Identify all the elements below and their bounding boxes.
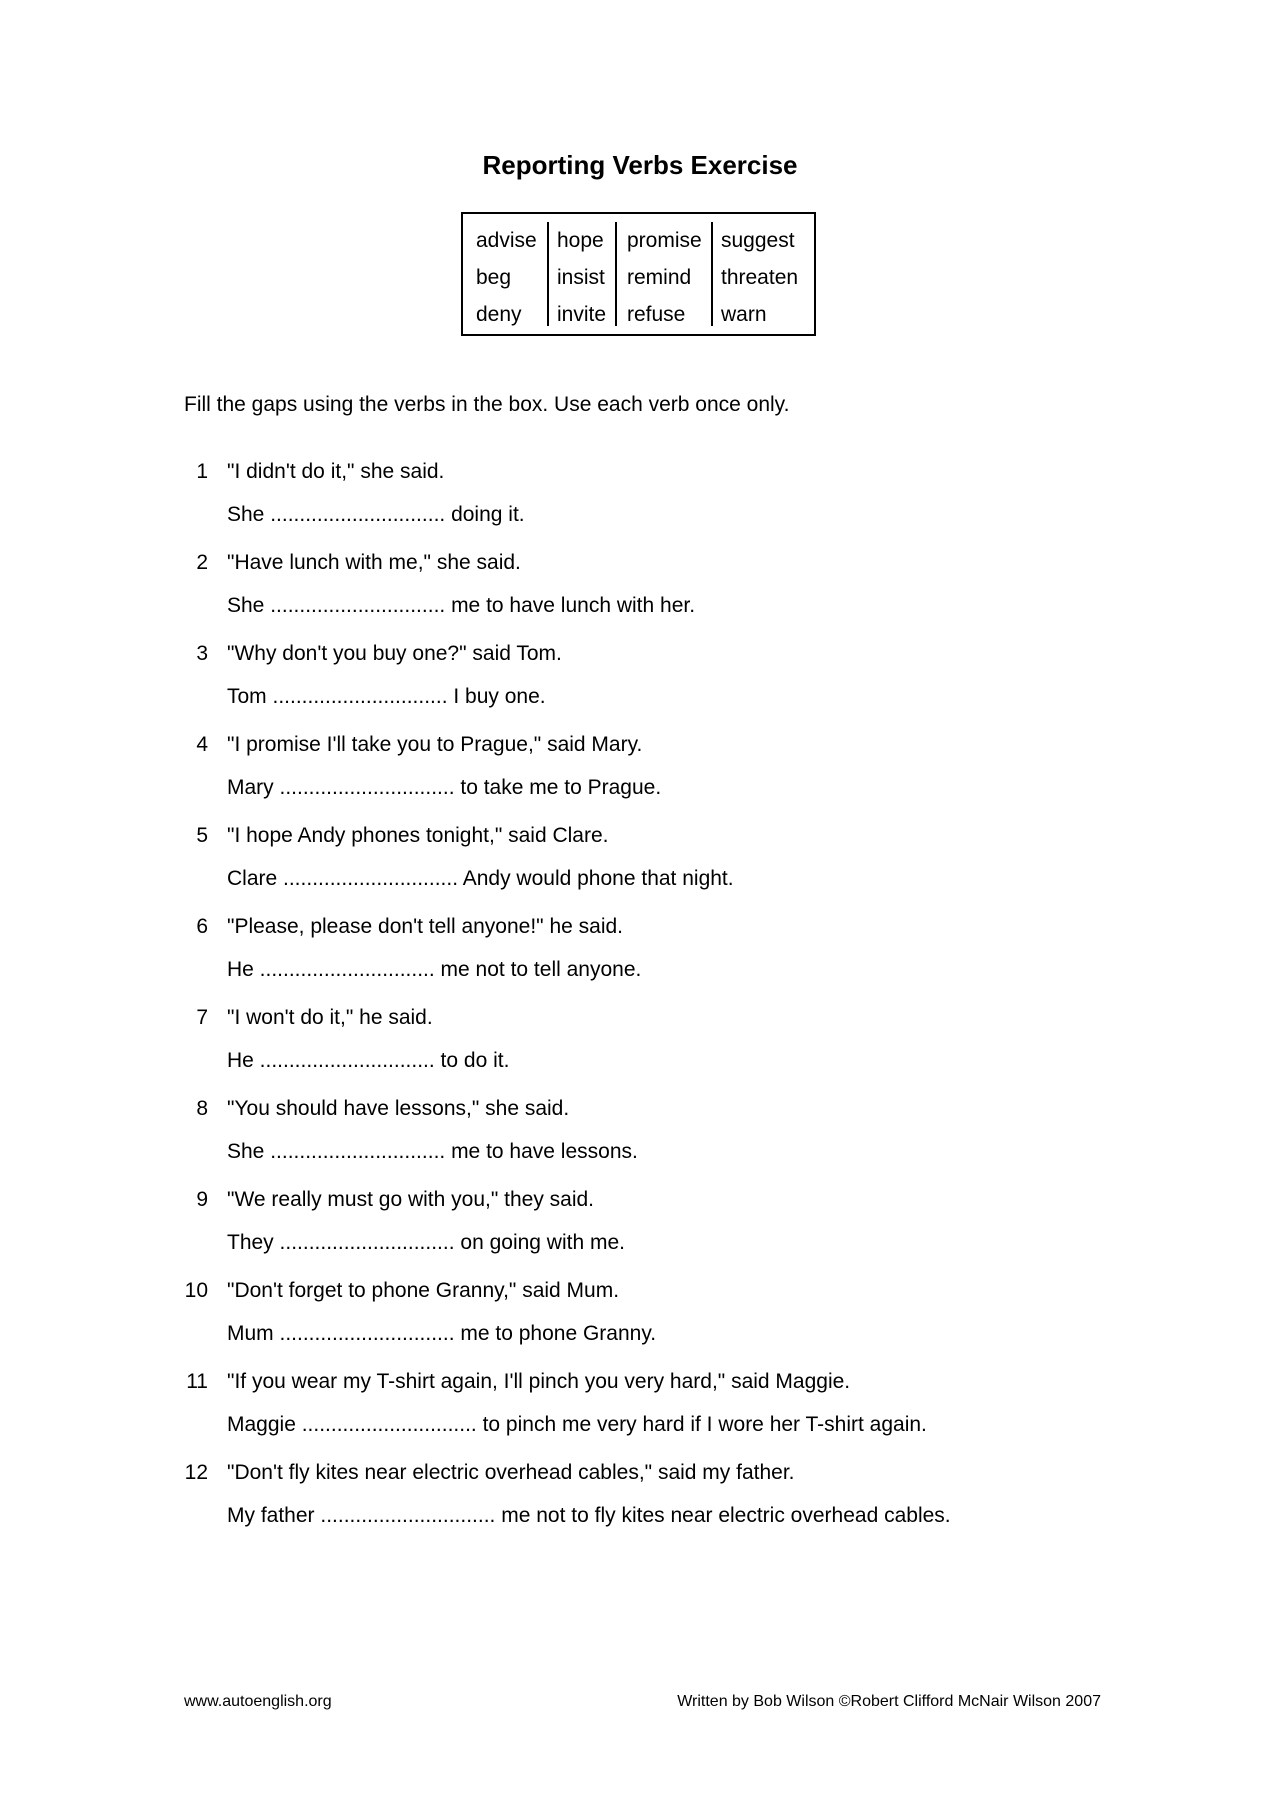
exercise-answer: My father .............................. me not to fly kites near electric overhead cables. — [227, 1504, 951, 1527]
exercise-prompt: "I won't do it," he said. — [227, 1006, 433, 1029]
verb-column-4 — [721, 222, 798, 326]
exercise-answer: She .............................. doing it. — [227, 503, 525, 526]
exercise-prompt: "Have lunch with me," she said. — [227, 551, 521, 574]
exercise-answer: They .............................. on going with me. — [227, 1231, 625, 1254]
exercise-prompt: "You should have lessons," she said. — [227, 1097, 570, 1120]
exercise-answer: Tom .............................. I buy one. — [227, 685, 546, 708]
instructions: Fill the gaps using the verbs in the box. Use each verb once only. — [184, 393, 790, 416]
verb-word: refuse — [627, 303, 686, 326]
exercise-prompt: "I didn't do it," she said. — [227, 460, 445, 483]
verb-column-2 — [557, 222, 606, 326]
exercise-number: 9 — [196, 1188, 208, 1211]
verb-word: remind — [627, 266, 692, 289]
exercise-number: 12 — [184, 1461, 208, 1484]
exercise-number: 11 — [186, 1370, 208, 1393]
page-title: Reporting Verbs Exercise — [482, 150, 798, 180]
exercise-prompt: "If you wear my T-shirt again, I'll pinch you very hard," said Maggie. — [227, 1370, 851, 1393]
verb-word: hope — [557, 229, 604, 252]
verb-column-3 — [627, 222, 702, 326]
exercise-number: 3 — [196, 642, 208, 665]
exercise-number: 1 — [196, 460, 208, 483]
verb-word: deny — [476, 303, 522, 326]
verb-word: threaten — [721, 266, 799, 289]
column-divider — [711, 222, 713, 326]
exercise-answer: He .............................. to do it. — [227, 1049, 510, 1072]
exercise-number: 5 — [196, 824, 208, 847]
exercise-answer: He .............................. me not to tell anyone. — [227, 958, 642, 981]
exercise-prompt: "Don't forget to phone Granny," said Mum. — [227, 1279, 620, 1302]
exercise-answer: She .............................. me to have lessons. — [227, 1140, 638, 1163]
exercise-prompt: "I hope Andy phones tonight," said Clare. — [227, 824, 609, 847]
footer-website[interactable]: www.autoenglish.org — [184, 1693, 332, 1710]
column-divider — [547, 222, 549, 326]
exercise-number: 7 — [196, 1006, 208, 1029]
verb-word: suggest — [721, 229, 795, 252]
exercise-number: 6 — [196, 915, 208, 938]
footer-credit: Written by Bob Wilson ©Robert Clifford McNair Wilson 2007 — [677, 1693, 1101, 1710]
exercise-prompt: "We really must go with you," they said. — [227, 1188, 595, 1211]
verb-word: advise — [476, 229, 537, 252]
exercise-number: 4 — [196, 733, 208, 756]
verb-word: promise — [627, 229, 702, 252]
verb-word: invite — [557, 303, 607, 326]
exercise-answer: Clare .............................. Andy would phone that night. — [227, 867, 734, 890]
exercise-number: 2 — [196, 551, 208, 574]
verb-word: warn — [721, 303, 767, 326]
verb-column-1 — [476, 222, 537, 326]
exercise-answer: Maggie .............................. to pinch me very hard if I wore her T-shirt again. — [227, 1413, 927, 1436]
exercise-prompt: "Please, please don't tell anyone!" he said. — [227, 915, 624, 938]
exercise-number: 10 — [184, 1279, 208, 1302]
verb-word: beg — [476, 266, 512, 289]
exercise-prompt: "Why don't you buy one?" said Tom. — [227, 642, 562, 665]
verb-box — [461, 212, 816, 336]
exercise-answer: Mary .............................. to take me to Prague. — [227, 776, 662, 799]
exercise-number: 8 — [196, 1097, 208, 1120]
verb-word: insist — [557, 266, 605, 289]
exercise-answer: She .............................. me to have lunch with her. — [227, 594, 696, 617]
exercise-prompt: "I promise I'll take you to Prague," said Mary. — [227, 733, 643, 756]
exercise-prompt: "Don't fly kites near electric overhead cables," said my father. — [227, 1461, 795, 1484]
exercise-answer: Mum .............................. me to phone Granny. — [227, 1322, 657, 1345]
column-divider — [615, 222, 617, 326]
